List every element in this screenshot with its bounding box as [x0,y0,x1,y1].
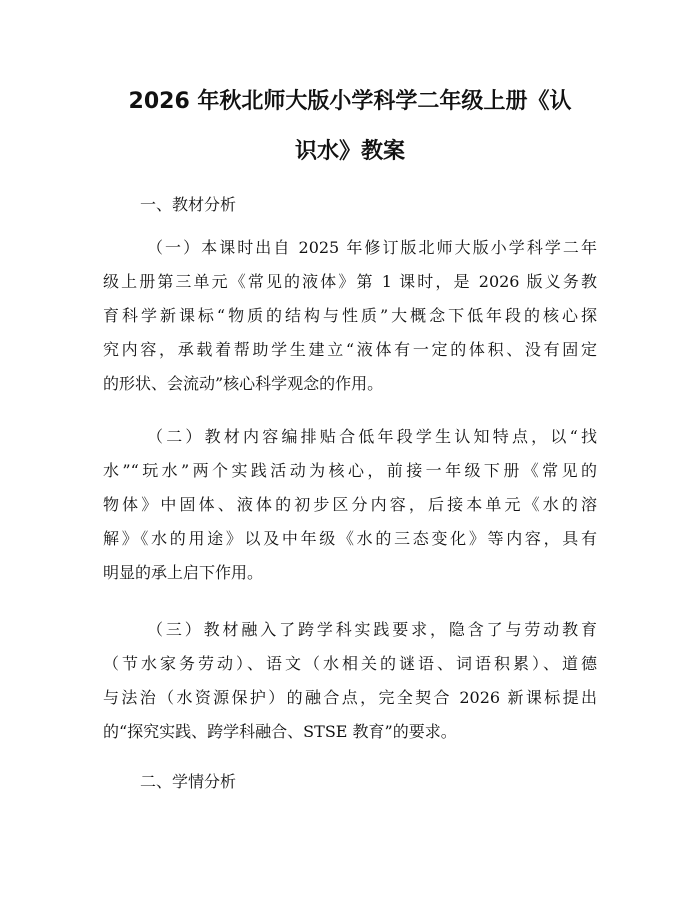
paragraph-3 [103,613,597,749]
paragraph-3-line: （三）教材融入了跨学科实践要求，隐含了与劳动教育 [147,620,597,639]
paragraph-2-line: 明显的承上启下作用。 [103,563,264,582]
document-title-line-2: 识水》教案 [294,139,405,164]
paragraph-3-line: 的“探究实践、跨学科融合、STSE 教育”的要求。 [103,722,457,741]
paragraph-2-line: 水”“玩水”两个实践活动为核心，前接一年级下册《常见的 [103,461,597,480]
paragraph-2-line: （二）教材内容编排贴合低年段学生认知特点，以“找 [147,427,597,446]
paragraph-1 [103,231,597,401]
paragraph-1-line: 的形状、会流动”核心科学观念的作用。 [103,374,384,393]
paragraph-1-line: （一）本课时出自 2025 年修订版北师大版小学科学二年 [147,238,597,257]
document-title-line-1: 2026 年秋北师大版小学科学二年级上册《认 [128,89,572,114]
paragraph-3-line: （节水家务劳动）、语文（水相关的谜语、词语积累）、道德 [103,654,597,673]
section-heading-learner-analysis: 二、学情分析 [140,772,237,791]
paragraph-2-line: 物体》中固体、液体的初步区分内容，后接本单元《水的溶 [103,495,597,514]
paragraph-1-line: 级上册第三单元《常见的液体》第 1 课时，是 2026 版义务教 [103,272,597,291]
paragraph-1-line: 育科学新课标“物质的结构与性质”大概念下低年段的核心探 [103,306,597,325]
paragraph-2-line: 解》《水的用途》以及中年级《水的三态变化》等内容，具有 [103,529,597,548]
paragraph-3-line: 与法治（水资源保护）的融合点，完全契合 2026 新课标提出 [103,688,597,707]
paragraph-2 [103,420,597,590]
paragraph-1-line: 究内容，承载着帮助学生建立“液体有一定的体积、没有固定 [103,340,597,359]
section-heading-textbook-analysis: 一、教材分析 [140,195,237,214]
